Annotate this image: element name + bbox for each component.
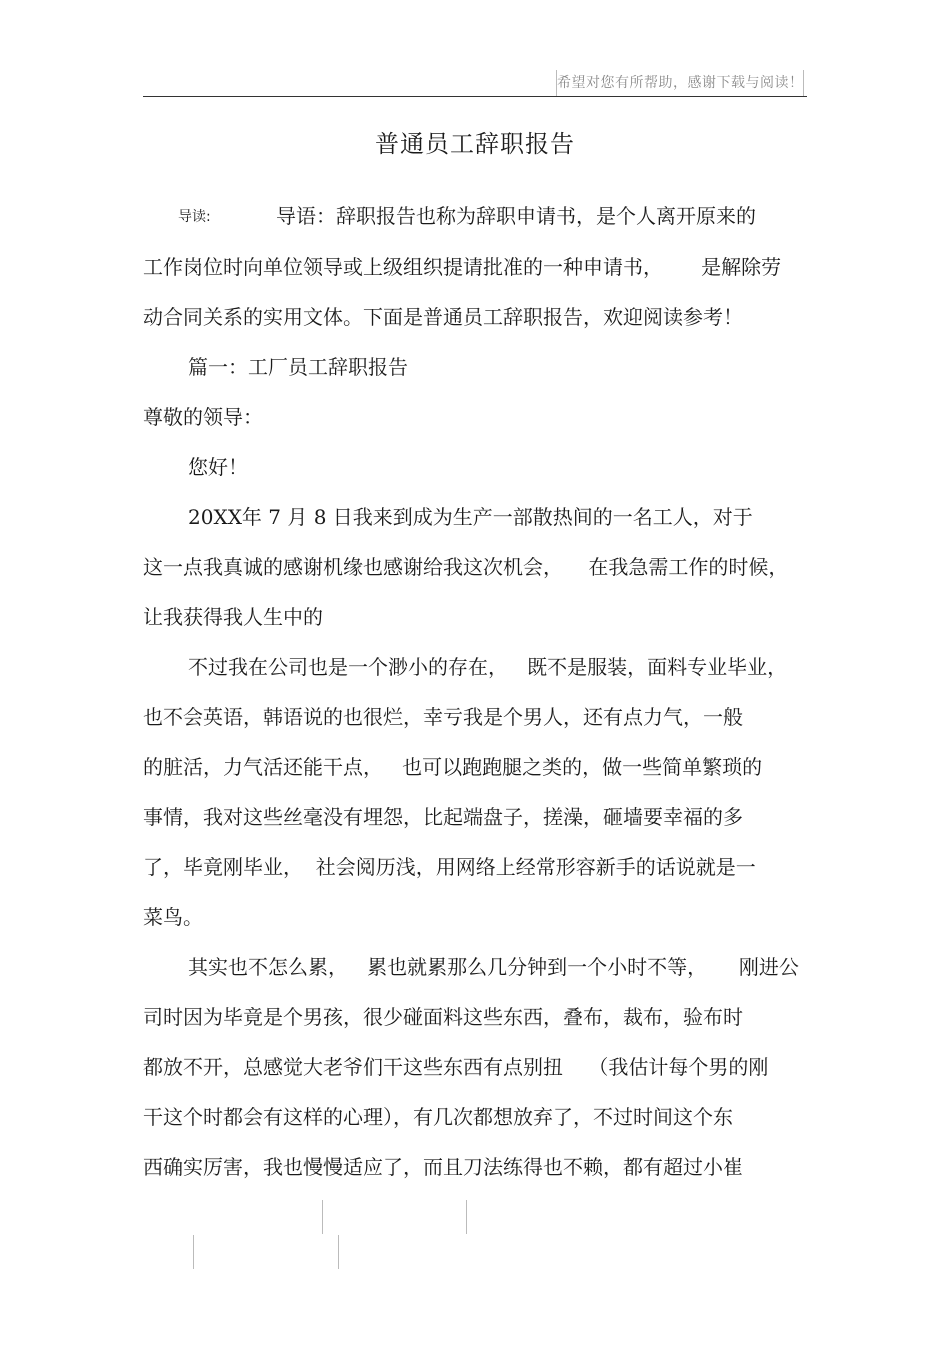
scan-artifact-line [466, 1200, 467, 1234]
paragraph-line: 了，毕竟刚毕业， 社会阅历浅，用网络上经常形容新手的话说就是一 [143, 855, 756, 879]
scan-artifact-line [193, 1235, 194, 1269]
paragraph-line: 都放不开，总感觉大老爷们干这些东西有点别扭 （我估计每个男的刚 [143, 1055, 769, 1079]
paragraph-line: 不过我在公司也是一个渺小的存在， 既不是服装，面料专业毕业， [188, 655, 788, 679]
header-note: 希望对您有所帮助，感谢下载与阅读！ [556, 70, 804, 97]
salutation: 尊敬的领导： [143, 405, 263, 429]
section-heading: 篇一：工厂员工辞职报告 [188, 355, 408, 379]
paragraph-line: 菜鸟。 [143, 905, 203, 929]
paragraph-line: 事情，我对这些丝毫没有埋怨，比起端盘子，搓澡，砸墙要幸福的多 [143, 805, 743, 829]
greeting: 您好！ [188, 455, 248, 479]
paragraph-line: 动合同关系的实用文体。下面是普通员工辞职报告，欢迎阅读参考！ [143, 305, 743, 329]
paragraph-line: 让我获得我人生中的 [143, 605, 323, 629]
paragraph-line: 导语：辞职报告也称为辞职申请书，是个人离开原来的 [276, 204, 756, 228]
paragraph-line: 这一点我真诚的感谢机缘也感谢给我这次机会， 在我急需工作的时候， [143, 555, 789, 579]
header-divider [143, 96, 807, 97]
paragraph-line: 工作岗位时向单位领导或上级组织提请批准的一种申请书， 是解除劳 [143, 255, 782, 279]
lead-tag: 导读: [178, 209, 211, 225]
paragraph-line: 的脏活，力气活还能干点， 也可以跑跑腿之类的，做一些简单繁琐的 [143, 755, 763, 779]
paragraph-line: 20XX年 7 月 8 日我来到成为生产一部散热间的一名工人，对于 [188, 505, 753, 529]
scan-artifact-line [338, 1235, 339, 1269]
document-title: 普通员工辞职报告 [375, 130, 575, 158]
paragraph-line: 其实也不怎么累， 累也就累那么几分钟到一个小时不等， 刚进公 [188, 955, 799, 979]
scan-artifact-line [322, 1200, 323, 1234]
paragraph-line: 干这个时都会有这样的心理），有几次都想放弃了，不过时间这个东 [143, 1105, 733, 1129]
paragraph-line: 司时因为毕竟是个男孩，很少碰面料这些东西，叠布，裁布，验布时 [143, 1005, 743, 1029]
paragraph-line: 也不会英语，韩语说的也很烂，幸亏我是个男人，还有点力气，一般 [143, 705, 743, 729]
paragraph-line: 西确实厉害，我也慢慢适应了，而且刀法练得也不赖，都有超过小崔 [143, 1155, 743, 1179]
